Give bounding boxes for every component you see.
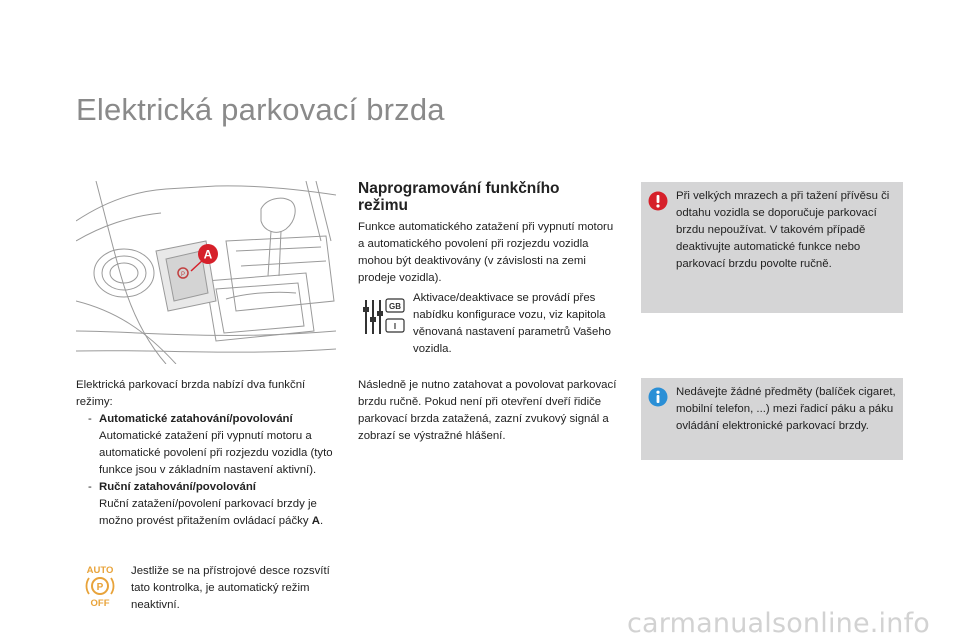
- programming-text: Funkce automatického zatažení při vypnutí motoru a automatického povolení při rozjezdu vozidla mohou být deaktivovány (v závislosti na zemi prodeje vozidla).: [358, 221, 614, 284]
- mode-description: Automatické zatažení při vypnutí motoru a automatické povolení při rozjezdu vozidla (tyto funkce jsou v základním nastavení aktivní).: [99, 430, 333, 476]
- callout-a-label: A: [203, 247, 213, 262]
- p-label: P: [96, 582, 104, 593]
- console-illustration: [76, 181, 336, 364]
- manual-operation-text: Následně je nutno zatahovat a povolovat parkovací brzdu ručně. Pokud není při otevření dveří řidiče parkovací brzda zatažená, zazní zvukový signál a zobrazí se výstražné hlášení.: [358, 379, 617, 442]
- page-title: Elektrická parkovací brzda: [76, 92, 445, 127]
- auto-off-note: Jestliže se na přístrojové desce rozsvítí tato kontrolka, je automatický režim neaktivní.: [131, 565, 330, 611]
- i-badge: I: [393, 322, 397, 331]
- off-label: OFF: [90, 598, 110, 608]
- section-heading: Naprogramování funkčního režimu: [358, 180, 560, 214]
- intro-text: Elektrická parkovací brzda nabízí dva funkční režimy:: [76, 379, 306, 408]
- mode-title: Ruční zatahování/povolování: [99, 481, 256, 493]
- configuration-menu-icon: [360, 297, 406, 337]
- list-dash: -: [88, 481, 92, 493]
- watermark: carmanualsonline.info: [627, 608, 930, 639]
- auto-p-off-warning-icon: [80, 564, 120, 608]
- mode-item-automatic: [76, 411, 338, 479]
- list-dash: -: [88, 413, 92, 425]
- mode-description-end: .: [319, 515, 324, 527]
- warning-icon: [648, 191, 668, 211]
- mode-description-text: Ruční zatažení/povolení parkovací brzdy je možno provést přitažením ovládací páčky: [99, 498, 317, 527]
- lever-reference: A: [311, 515, 320, 527]
- gb-badge: GB: [389, 302, 401, 311]
- info-text: Nedávejte žádné předměty (balíček cigaret, mobilní telefon, ...) mezi řadicí páku a páku ovládání elektronické parkovací brzdy.: [676, 386, 896, 432]
- warning-text: Při velkých mrazech a při tažení přívěsu či odtahu vozidla se doporučuje parkovací brzdu nepoužívat. V takovém případě deaktivujte automatické funkce nebo parkovací brzdu povolte ručně.: [676, 190, 890, 270]
- configuration-text: Aktivace/deaktivace se provádí přes nabídku konfigurace vozu, viz kapitola věnovaná nastavení parametrů Vašeho vozidla.: [413, 292, 611, 355]
- info-box: [641, 378, 903, 460]
- console-drawing: [76, 181, 336, 364]
- warning-box: [641, 182, 903, 313]
- mode-title: Automatické zatahování/povolování: [99, 413, 293, 425]
- svg-text:P: P: [180, 272, 186, 278]
- auto-label: AUTO: [86, 565, 114, 576]
- intro-section: [76, 377, 338, 530]
- mode-item-manual: [76, 479, 338, 530]
- mode-description: [99, 496, 338, 530]
- info-icon: [648, 387, 668, 407]
